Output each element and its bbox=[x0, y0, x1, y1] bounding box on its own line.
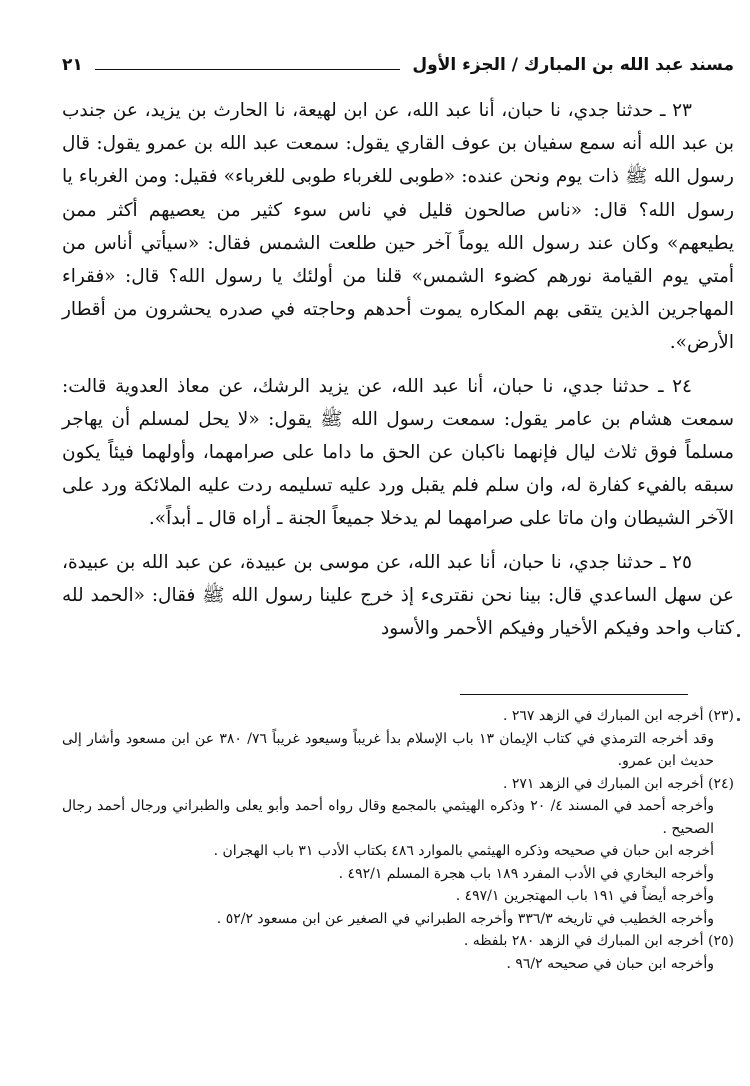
hadith-23: ٢٣ ـ حدثنا جدي، نا حبان، أنا عبد الله، عن ابن لهيعة، نا الحارث بن يزيد، عن جندب بن عبد الله أنه سمع سفيان بن عوف القاري يقول: سمعت عبد الله بن عمرو يقول: قال رسول الله ﷺ ذات يوم ونحن عنده: «طوبى للغرباء طوبى للغرباء» فقيل: ومن الغرباء يا رسول الله؟ قال: «ناس صالحون قليل في ناس سوء كثير من يعصيهم أكثر ممن يطيعهم» وكان عند رسول الله يوماً آخر حين طلعت الشمس فقال: «سيأتي أناس من أمتي يوم القيامة نورهم كضوء الشمس» قلنا من أولئك يا رسول الله؟ قال: «فقراء المهاجرين الذين يتقى بهم المكاره يموت أحدهم وحاجته في صدره يحشرون من أقطار الأرض». bbox=[62, 100, 734, 354]
scan-speck bbox=[737, 718, 740, 721]
footnotes bbox=[62, 705, 734, 975]
main-text bbox=[62, 94, 734, 645]
footnote-line: وقد أخرجه الترمذي في كتاب الإيمان ١٣ باب الإسلام بدأ غريباً وسيعود غريباً ٧٦/ ٣٨٠ عن ابن مسعود وأشار إلى حديث ابن عمرو. bbox=[62, 730, 714, 769]
footnote-line: وأخرجه أحمد في المسند ٤/ ٢٠ وذكره الهيثمي بالمجمع وقال رواه أحمد وأبو يعلى والطبراني ورجال أحمد رجال الصحيح . bbox=[62, 798, 714, 837]
footnote-separator bbox=[460, 694, 688, 695]
footnote-line: وأخرجه أيضاً في ١٩١ باب المهتجرين ٤٩٧/١ . bbox=[455, 888, 714, 904]
book-title: مسند عبد الله بن المبارك / الجزء الأول bbox=[412, 55, 734, 75]
hadith-24: ٢٤ ـ حدثنا جدي، نا حبان، أنا عبد الله، عن يزيد الرشك، عن معاذ العدوية قالت: سمعت هشام بن عامر يقول: سمعت رسول الله ﷺ يقول: «لا يحل لمسلم أن يهاجر مسلماً فوق ثلاث ليال فإنهما ناكبان عن الحق ما داما على صرامهما، وأولهما فيئاً يكون سبقه بالفيء كفارة له، وان سلم فلم يقبل ورد عليه تسليمه ردت عليه الملائكة ورد على الآخر الشيطان وان ماتا على صرامهما لم يدخلا جميعاً الجنة ـ أراه قال ـ أبداً». bbox=[62, 375, 734, 530]
footnote-line: وأخرجه الخطيب في تاريخه ٣٣٦/٣ وأخرجه الطبراني في الصغير عن ابن مسعود ٥٢/٢ . bbox=[216, 910, 714, 927]
header-rule bbox=[95, 69, 401, 70]
footnote-line: أخرجه ابن حبان في صحيحه وذكره الهيثمي بالموارد ٤٨٦ بكتاب الأدب ٣١ باب الهجران . bbox=[213, 843, 714, 859]
footnote-25: (٢٥) أخرجه ابن المبارك في الزهد ٢٨٠ بلفظه . bbox=[463, 933, 734, 949]
running-header bbox=[62, 50, 734, 80]
hadith-25: ٢٥ ـ حدثنا جدي، نا حبان، أنا عبد الله، عن موسى بن عبيدة، عن عبد الله بن عبيدة، عن سهل الساعدي قال: بينا نحن نقترىء إذ خرج علينا رسول الله ﷺ فقال: «الحمد لله كتاب واحد وفيكم الأخيار وفيكم الأحمر والأسود bbox=[62, 551, 734, 640]
footnote-line: وأخرجه البخاري في الأدب المفرد ١٨٩ باب هجرة المسلم ٤٩٢/١ . bbox=[338, 865, 714, 882]
scan-speck bbox=[737, 634, 740, 637]
footnote-23: (٢٣) أخرجه ابن المبارك في الزهد ٢٦٧ . bbox=[502, 708, 734, 724]
footnote-line: وأخرجه ابن حبان في صحيحه ٩٦/٢ . bbox=[506, 955, 714, 972]
footnote-24: (٢٤) أخرجه ابن المبارك في الزهد ٢٧١ . bbox=[502, 775, 734, 792]
page-number: ٢١ bbox=[62, 55, 83, 75]
